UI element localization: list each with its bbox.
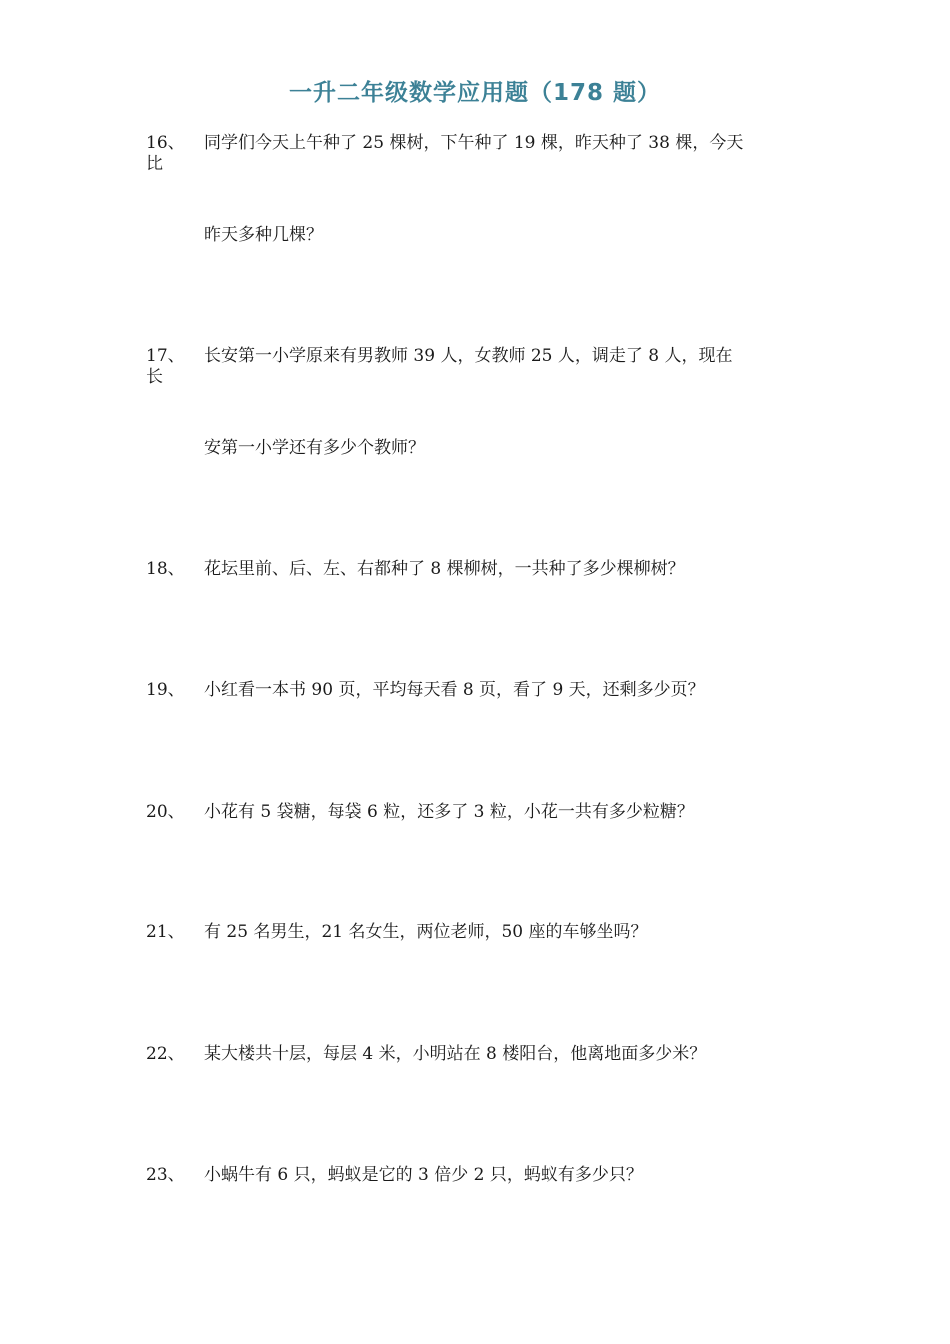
question-text-continued: 安第一小学还有多少个教师？: [204, 438, 425, 458]
question-text: 小红看一本书 90 页，平均每天看 8 页，看了 9 天，还剩多少页？: [204, 680, 705, 700]
question-text: 有 25 名男生，21 名女生，两位老师，50 座的车够坐吗？: [204, 922, 648, 942]
question-number: 17、: [146, 346, 185, 366]
question-number: 20、: [146, 802, 185, 822]
question-text: 小花有 5 袋糖，每袋 6 粒，还多了 3 粒，小花一共有多少粒糖？: [204, 802, 694, 822]
question-number: 21、: [146, 922, 185, 942]
question-number: 19、: [146, 680, 185, 700]
question-number: 16、: [146, 133, 185, 153]
page-title: 一升二年级数学应用题（178 题）: [288, 80, 662, 106]
question-text: 同学们今天上午种了 25 棵树，下午种了 19 棵，昨天种了 38 棵，今天: [204, 133, 744, 153]
question-text-wrap: 比: [146, 154, 163, 174]
question-text: 长安第一小学原来有男教师 39 人，女教师 25 人，调走了 8 人，现在: [204, 346, 733, 366]
question-number: 23、: [146, 1165, 185, 1185]
question-text-continued: 昨天多种几棵？: [204, 225, 323, 245]
question-number: 22、: [146, 1044, 185, 1064]
question-number: 18、: [146, 559, 185, 579]
question-text: 小蜗牛有 6 只，蚂蚁是它的 3 倍少 2 只，蚂蚁有多少只？: [204, 1165, 643, 1185]
question-text-wrap: 长: [146, 367, 163, 387]
question-text: 花坛里前、后、左、右都种了 8 棵柳树，一共种了多少棵柳树？: [204, 559, 685, 579]
question-text: 某大楼共十层，每层 4 米，小明站在 8 楼阳台，他离地面多少米？: [204, 1044, 707, 1064]
